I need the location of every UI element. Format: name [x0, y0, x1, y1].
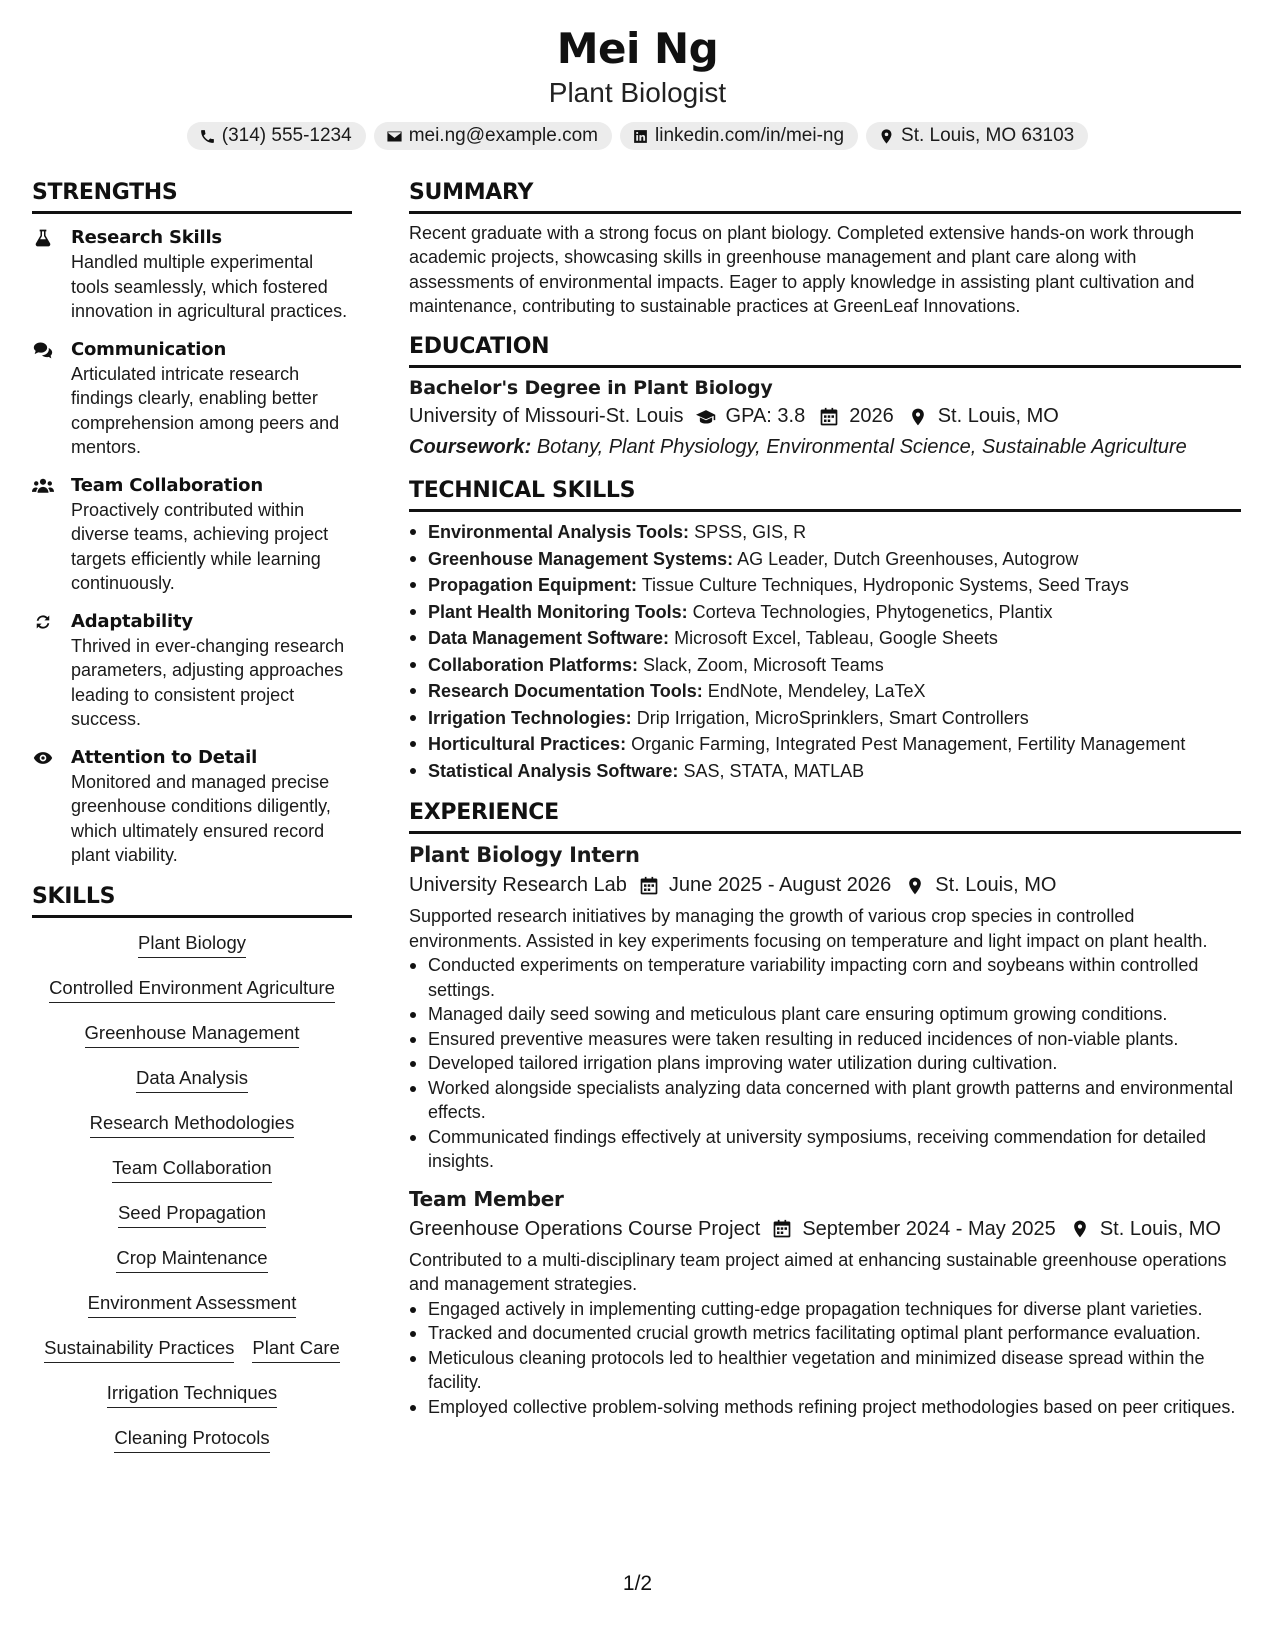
skill-tag: Sustainability Practices — [44, 1335, 234, 1363]
skill-tag: Plant Biology — [138, 930, 246, 958]
list-item: Horticultural Practices: Organic Farming, Integrated Pest Management, Fertility Management — [409, 731, 1241, 758]
strength-item — [32, 746, 352, 868]
calendar-icon — [772, 1219, 792, 1239]
education-meta — [409, 401, 1241, 432]
coursework-line — [409, 432, 1241, 462]
phone-icon — [199, 128, 216, 145]
list-item: Developed tailored irrigation plans improving water utilization during cultivation. — [409, 1051, 1241, 1076]
job-location: St. Louis, MO — [935, 874, 1057, 897]
location-text: St. Louis, MO 63103 — [901, 125, 1075, 146]
skill-tag: Irrigation Techniques — [107, 1380, 277, 1408]
summary-section — [409, 178, 1241, 318]
job-title: Team Member — [409, 1186, 564, 1211]
resume-header — [0, 22, 1275, 150]
location-chip[interactable] — [866, 122, 1088, 150]
page-number: 1/2 — [622, 1572, 653, 1595]
job-title: Plant Biology Intern — [409, 843, 640, 868]
contact-bar — [0, 122, 1275, 150]
degree-title: Bachelor's Degree in Plant Biology — [409, 377, 773, 400]
technical-skills-list — [409, 519, 1241, 784]
skill-tag: Controlled Environment Agriculture — [49, 975, 335, 1003]
strength-item — [32, 338, 352, 460]
skill-tag: Greenhouse Management — [85, 1020, 300, 1048]
skill-tag: Plant Care — [252, 1335, 339, 1363]
skill-tag: Environment Assessment — [88, 1290, 297, 1318]
list-item: Communicated findings effectively at university symposiums, receiving commendation for detailed insights. — [409, 1125, 1241, 1174]
map-marker-icon — [908, 407, 928, 427]
job-meta — [409, 870, 1241, 901]
map-marker-icon — [905, 876, 925, 896]
experience-heading: EXPERIENCE — [409, 798, 1241, 834]
envelope-icon — [386, 128, 403, 145]
map-marker-icon — [1070, 1219, 1090, 1239]
job-org: Greenhouse Operations Course Project — [409, 1217, 761, 1240]
technical-skills-section — [409, 476, 1241, 784]
list-item: Data Management Software: Microsoft Excel, Tableau, Google Sheets — [409, 625, 1241, 652]
job-location: St. Louis, MO — [1099, 1217, 1221, 1240]
candidate-title: Plant Biologist — [548, 77, 727, 108]
skill-tag: Cleaning Protocols — [114, 1425, 269, 1453]
job-entry — [409, 840, 1241, 1174]
calendar-icon — [819, 407, 839, 427]
skills-section — [32, 882, 352, 1470]
technical-skills-heading: TECHNICAL SKILLS — [409, 476, 1241, 512]
users-icon — [32, 476, 54, 496]
coursework-list: Botany, Plant Physiology, Environmental Science, Sustainable Agriculture — [536, 436, 1187, 459]
graduation-cap-icon — [696, 407, 716, 427]
skill-tag: Data Analysis — [136, 1065, 248, 1093]
coursework-label: Coursework: — [409, 436, 532, 459]
experience-section — [409, 798, 1241, 1419]
list-item: Engaged actively in implementing cutting-edge propagation techniques for diverse plant varieties. — [409, 1297, 1241, 1322]
comments-icon — [32, 340, 54, 360]
list-item: Conducted experiments on temperature variability impacting corn and soybeans within controlled settings. — [409, 953, 1241, 1002]
strength-title: Adaptability — [71, 610, 193, 632]
phone-text: (314) 555-1234 — [221, 125, 352, 146]
phone-chip[interactable] — [187, 122, 366, 150]
job-bullets — [409, 1297, 1241, 1420]
list-item: Statistical Analysis Software: SAS, STATA, MATLAB — [409, 758, 1241, 785]
list-item: Tracked and documented crucial growth metrics facilitating optimal plant performance evaluation. — [409, 1321, 1241, 1346]
linkedin-chip[interactable] — [620, 122, 858, 150]
job-dates: September 2024 - May 2025 — [802, 1217, 1056, 1240]
strength-desc: Proactively contributed within diverse teams, achieving project targets efficiently while learning continuously. — [71, 499, 329, 593]
strength-desc: Handled multiple experimental tools seamlessly, which fostered innovation in agricultural practices. — [71, 252, 348, 321]
strength-desc: Monitored and managed precise greenhouse conditions diligently, which ultimately ensured record plant viability. — [71, 771, 331, 865]
job-entry — [409, 1184, 1241, 1420]
strengths-section — [32, 178, 352, 868]
list-item: Worked alongside specialists analyzing data concerned with plant growth patterns and environmental effects. — [409, 1076, 1241, 1125]
skill-tag: Seed Propagation — [118, 1200, 266, 1228]
list-item: Greenhouse Management Systems: AG Leader, Dutch Greenhouses, Autogrow — [409, 546, 1241, 573]
job-description: Supported research initiatives by managing the growth of various crop species in controlled environments. Assisted in key experiments focusing on temperature and light impact on plant health. — [409, 906, 1208, 951]
candidate-name: Mei Ng — [556, 24, 719, 73]
strength-title: Attention to Detail — [71, 746, 258, 768]
strength-item — [32, 226, 352, 324]
eye-icon — [32, 748, 54, 768]
left-column — [32, 178, 352, 1470]
strength-title: Research Skills — [71, 227, 222, 248]
calendar-icon — [639, 876, 659, 896]
list-item: Managed daily seed sowing and meticulous plant care ensuring optimum growing conditions. — [409, 1002, 1241, 1027]
school-name: University of Missouri-St. Louis — [409, 405, 684, 428]
email-chip[interactable] — [374, 122, 612, 150]
summary-text: Recent graduate with a strong focus on plant biology. Completed extensive hands-on work through academic projects, showcasing skills in greenhouse management and plant care along with assessments of environmental impacts. Eager to apply knowledge in assisting plant cultivation and maintenance, contributing to sustainable practices at GreenLeaf Innovations. — [409, 223, 1195, 316]
list-item: Propagation Equipment: Tissue Culture Techniques, Hydroponic Systems, Seed Trays — [409, 572, 1241, 599]
strength-title: Communication — [71, 338, 227, 360]
skills-heading: SKILLS — [32, 882, 352, 918]
strength-item — [32, 610, 352, 732]
sync-icon — [32, 612, 54, 632]
list-item: Research Documentation Tools: EndNote, Mendeley, LaTeX — [409, 678, 1241, 705]
list-item: Meticulous cleaning protocols led to healthier vegetation and minimized disease spread within the facility. — [409, 1346, 1241, 1395]
skill-tag: Research Methodologies — [90, 1110, 295, 1138]
linkedin-text: linkedin.com/in/mei-ng — [655, 125, 845, 146]
strengths-heading: STRENGTHS — [32, 178, 352, 214]
strength-title: Team Collaboration — [71, 474, 263, 496]
education-heading: EDUCATION — [409, 332, 1241, 368]
email-text: mei.ng@example.com — [408, 125, 598, 146]
skill-tag: Crop Maintenance — [116, 1245, 267, 1273]
skill-tag: Team Collaboration — [112, 1155, 271, 1183]
job-dates: June 2025 - August 2026 — [668, 874, 892, 897]
list-item: Collaboration Platforms: Slack, Zoom, Microsoft Teams — [409, 652, 1241, 679]
list-item: Ensured preventive measures were taken resulting in reduced incidences of non-viable plants. — [409, 1027, 1241, 1052]
graduation-year: 2026 — [849, 405, 894, 428]
right-column — [409, 178, 1241, 1433]
list-item: Plant Health Monitoring Tools: Corteva Technologies, Phytogenetics, Plantix — [409, 599, 1241, 626]
strength-desc: Thrived in ever-changing research parameters, adjusting approaches leading to consistent project success. — [71, 635, 345, 729]
job-bullets — [409, 953, 1241, 1174]
education-section — [409, 332, 1241, 462]
skills-list — [32, 930, 352, 1470]
summary-heading: SUMMARY — [409, 178, 1241, 214]
map-marker-icon — [878, 128, 895, 145]
list-item: Irrigation Technologies: Drip Irrigation, MicroSprinklers, Smart Controllers — [409, 705, 1241, 732]
strength-desc: Articulated intricate research findings clearly, enabling better comprehension among peers and mentors. — [71, 363, 340, 457]
job-meta — [409, 1214, 1241, 1245]
job-description: Contributed to a multi-disciplinary team project aimed at enhancing sustainable greenhouse operations and management strategies. — [409, 1249, 1227, 1295]
list-item: Environmental Analysis Tools: SPSS, GIS, R — [409, 519, 1241, 546]
linkedin-icon — [632, 128, 649, 145]
strength-item — [32, 474, 352, 596]
job-org: University Research Lab — [409, 874, 627, 897]
education-location: St. Louis, MO — [937, 405, 1059, 428]
gpa-text: GPA: 3.8 — [725, 405, 806, 428]
flask-icon — [32, 228, 54, 248]
list-item: Employed collective problem-solving methods refining project methodologies based on peer critiques. — [409, 1395, 1241, 1420]
